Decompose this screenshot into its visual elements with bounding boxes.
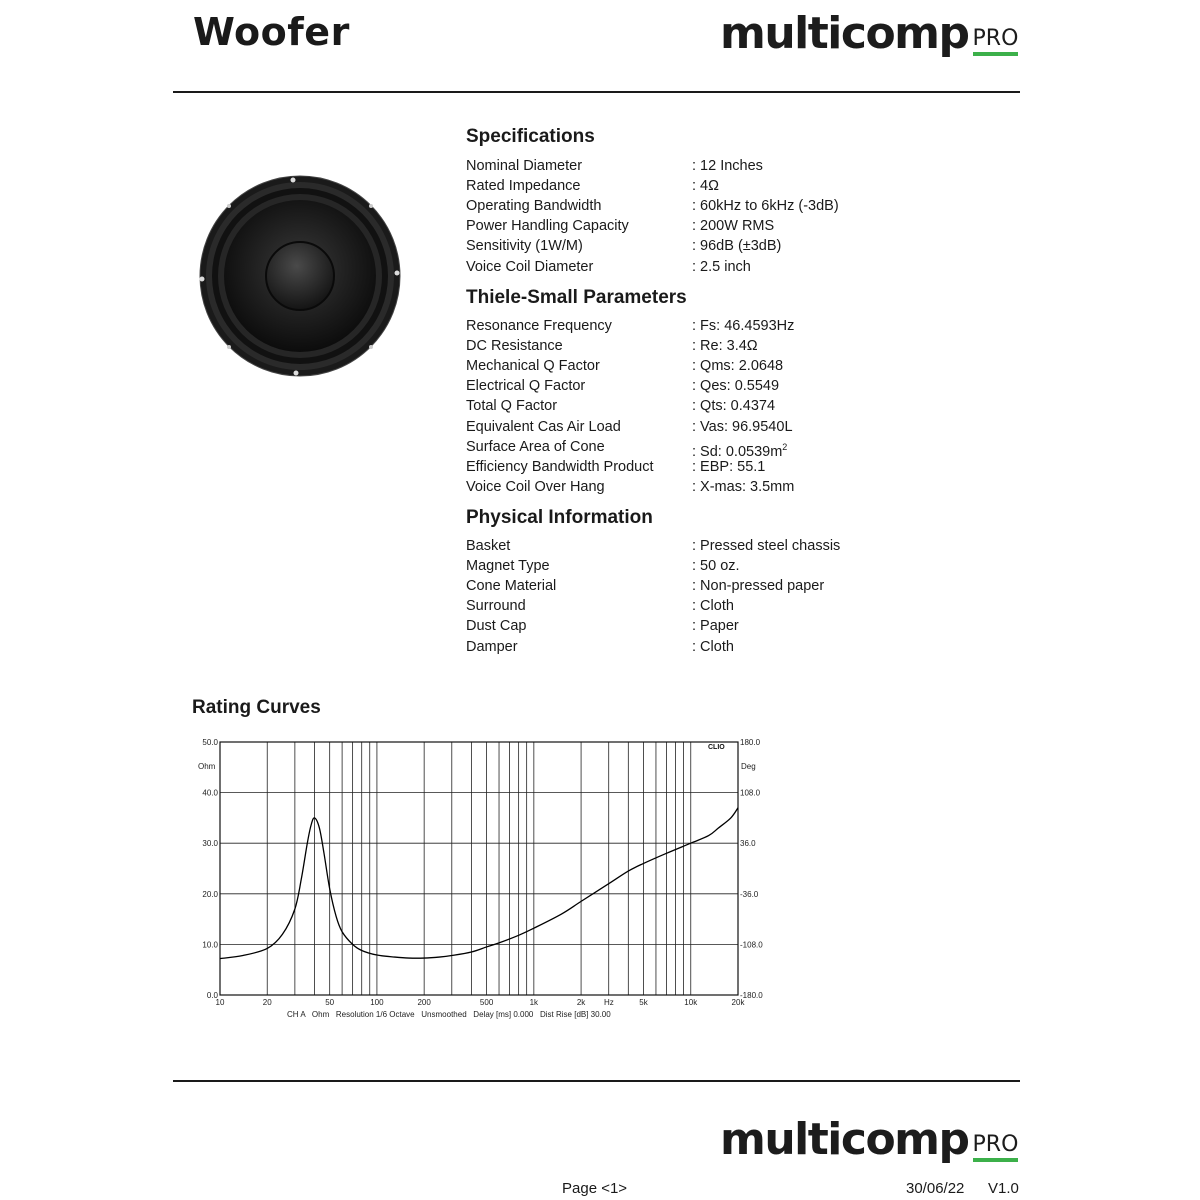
y2-unit-label: Deg [741, 762, 756, 771]
y-unit-label: Ohm [198, 762, 216, 771]
spec-value: : 60kHz to 6kHz (-3dB) [692, 198, 839, 215]
document-title: Woofer [193, 10, 350, 54]
spec-label: Voice Coil Over Hang [466, 478, 605, 495]
chart-settings-caption: CH A Ohm Resolution 1/6 Octave Unsmoothed Delay [ms] 0.000 Dist Rise [dB] 30.00 [287, 1010, 611, 1019]
spec-row [466, 336, 966, 356]
spec-label: Mechanical Q Factor [466, 358, 600, 375]
spec-label: Sensitivity (1W/M) [466, 238, 583, 255]
spec-label: Power Handling Capacity [466, 218, 629, 235]
spec-row [466, 156, 966, 176]
y-tick-label: 40.0 [202, 788, 218, 798]
spec-label: Basket [466, 538, 511, 554]
clio-badge: CLIO [708, 744, 725, 751]
spec-value: : Vas: 96.9540L [692, 418, 793, 435]
spec-label: Total Q Factor [466, 398, 558, 415]
spec-value: : Qes: 0.5549 [692, 378, 780, 395]
spec-row [466, 316, 966, 336]
x-tick-label: 1k [529, 998, 539, 1007]
revision-date: 30/06/22 [906, 1180, 965, 1197]
spec-label: Nominal Diameter [466, 158, 583, 174]
spec-label: DC Resistance [466, 338, 563, 355]
brand-logo [720, 8, 1019, 59]
spec-row [466, 356, 966, 376]
x-tick-label: 5k [639, 998, 648, 1007]
spec-label: Cone Material [466, 578, 557, 595]
spec-label: Damper [466, 638, 518, 655]
y2-tick-label: -36.0 [740, 889, 759, 899]
x-tick-label: 2k [576, 998, 586, 1007]
spec-row [466, 376, 966, 396]
y2-tick-label: 180.0 [740, 738, 761, 747]
spec-value: : Qts: 0.4374 [692, 398, 776, 415]
y-tick-label: 10.0 [202, 940, 218, 950]
spec-label: Surface Area of Cone [466, 438, 605, 455]
y2-tick-label: -108.0 [740, 940, 763, 950]
spec-label: Efficiency Bandwidth Product [466, 458, 654, 475]
spec-value: : 50 oz. [692, 558, 740, 575]
specifications-heading: Specifications [466, 126, 595, 147]
thiele-small-heading: Thiele-Small Parameters [466, 287, 687, 308]
x-tick-label: 200 [417, 998, 431, 1007]
rating-curves-heading: Rating Curves [192, 697, 321, 718]
y-tick-label: 20.0 [202, 889, 218, 899]
spec-label: Dust Cap [466, 618, 527, 635]
footer-logo-word: multicomp [720, 1114, 969, 1165]
logo-suffix: PRO [973, 28, 1019, 56]
spec-label: Operating Bandwidth [466, 198, 602, 215]
physical-heading: Physical Information [466, 507, 653, 528]
spec-label: Magnet Type [466, 558, 550, 575]
x-tick-label: 10 [215, 998, 225, 1007]
spec-value: : Qms: 2.0648 [692, 358, 784, 375]
spec-label: Rated Impedance [466, 178, 581, 195]
spec-value: : EBP: 55.1 [692, 458, 766, 475]
y-tick-label: 0.0 [206, 991, 218, 1000]
spec-row [466, 556, 966, 576]
plot-frame [220, 742, 738, 995]
spec-value: : 12 Inches [692, 158, 763, 174]
spec-label: Electrical Q Factor [466, 378, 586, 395]
y-tick-label: 30.0 [202, 839, 218, 849]
spec-row [466, 536, 966, 556]
revision-version: V1.0 [988, 1180, 1019, 1197]
spec-value: : 4Ω [692, 178, 719, 195]
spec-row [466, 257, 966, 277]
spec-value: : Sd: $0.0539m^2$ [692, 441, 788, 460]
spec-value: : Cloth [692, 638, 734, 655]
woofer-speaker-image [198, 175, 402, 379]
x-tick-label: 10k [684, 998, 698, 1007]
spec-value: : Fs: 46.4593Hz [692, 318, 795, 334]
spec-value: : Cloth [692, 598, 734, 615]
spec-row [466, 596, 966, 616]
x-tick-label: 20 [262, 998, 272, 1007]
y-tick-label: 50.0 [202, 738, 218, 747]
impedance-curve [220, 808, 738, 959]
footer-logo-suffix: PRO [973, 1134, 1019, 1162]
spec-row [466, 477, 966, 497]
spec-label: Resonance Frequency [466, 318, 612, 334]
spec-value: : Paper [692, 618, 739, 635]
spec-label: Surround [466, 598, 526, 615]
y2-tick-label: 108.0 [740, 788, 761, 798]
spec-value: : Re: 3.4Ω [692, 338, 758, 355]
spec-value: : 200W RMS [692, 218, 775, 235]
spec-row [466, 417, 966, 437]
footer-brand-logo [720, 1114, 1019, 1165]
spec-row [466, 437, 966, 460]
spec-label: Equivalent Cas Air Load [466, 418, 621, 435]
spec-value: : Pressed steel chassis [692, 538, 841, 554]
spec-row [466, 176, 966, 196]
spec-label: Voice Coil Diameter [466, 258, 594, 275]
header-rule [173, 91, 1020, 93]
spec-value: : 96dB (±3dB) [692, 238, 782, 255]
x-unit-label: Hz [604, 998, 614, 1007]
x-tick-label: 50 [325, 998, 335, 1007]
page-number: Page <1> [562, 1180, 628, 1197]
spec-value: : 2.5 inch [692, 258, 751, 275]
logo-word: multicomp [720, 8, 969, 59]
spec-row [466, 637, 966, 657]
x-tick-label: 500 [479, 998, 494, 1007]
spec-row [466, 396, 966, 416]
y2-tick-label: -180.0 [740, 991, 763, 1000]
spec-row [466, 216, 966, 236]
spec-row [466, 457, 966, 477]
spec-row [466, 616, 966, 636]
y2-tick-label: 36.0 [740, 839, 756, 849]
footer-rule [173, 1080, 1020, 1082]
spec-row [466, 576, 966, 596]
x-tick-label: 20k [731, 998, 745, 1007]
impedance-chart [190, 732, 780, 1027]
spec-row [466, 236, 966, 256]
spec-value: : X-mas: 3.5mm [692, 478, 795, 495]
spec-value: : Non-pressed paper [692, 578, 825, 595]
spec-row [466, 196, 966, 216]
x-tick-label: 100 [370, 998, 384, 1007]
